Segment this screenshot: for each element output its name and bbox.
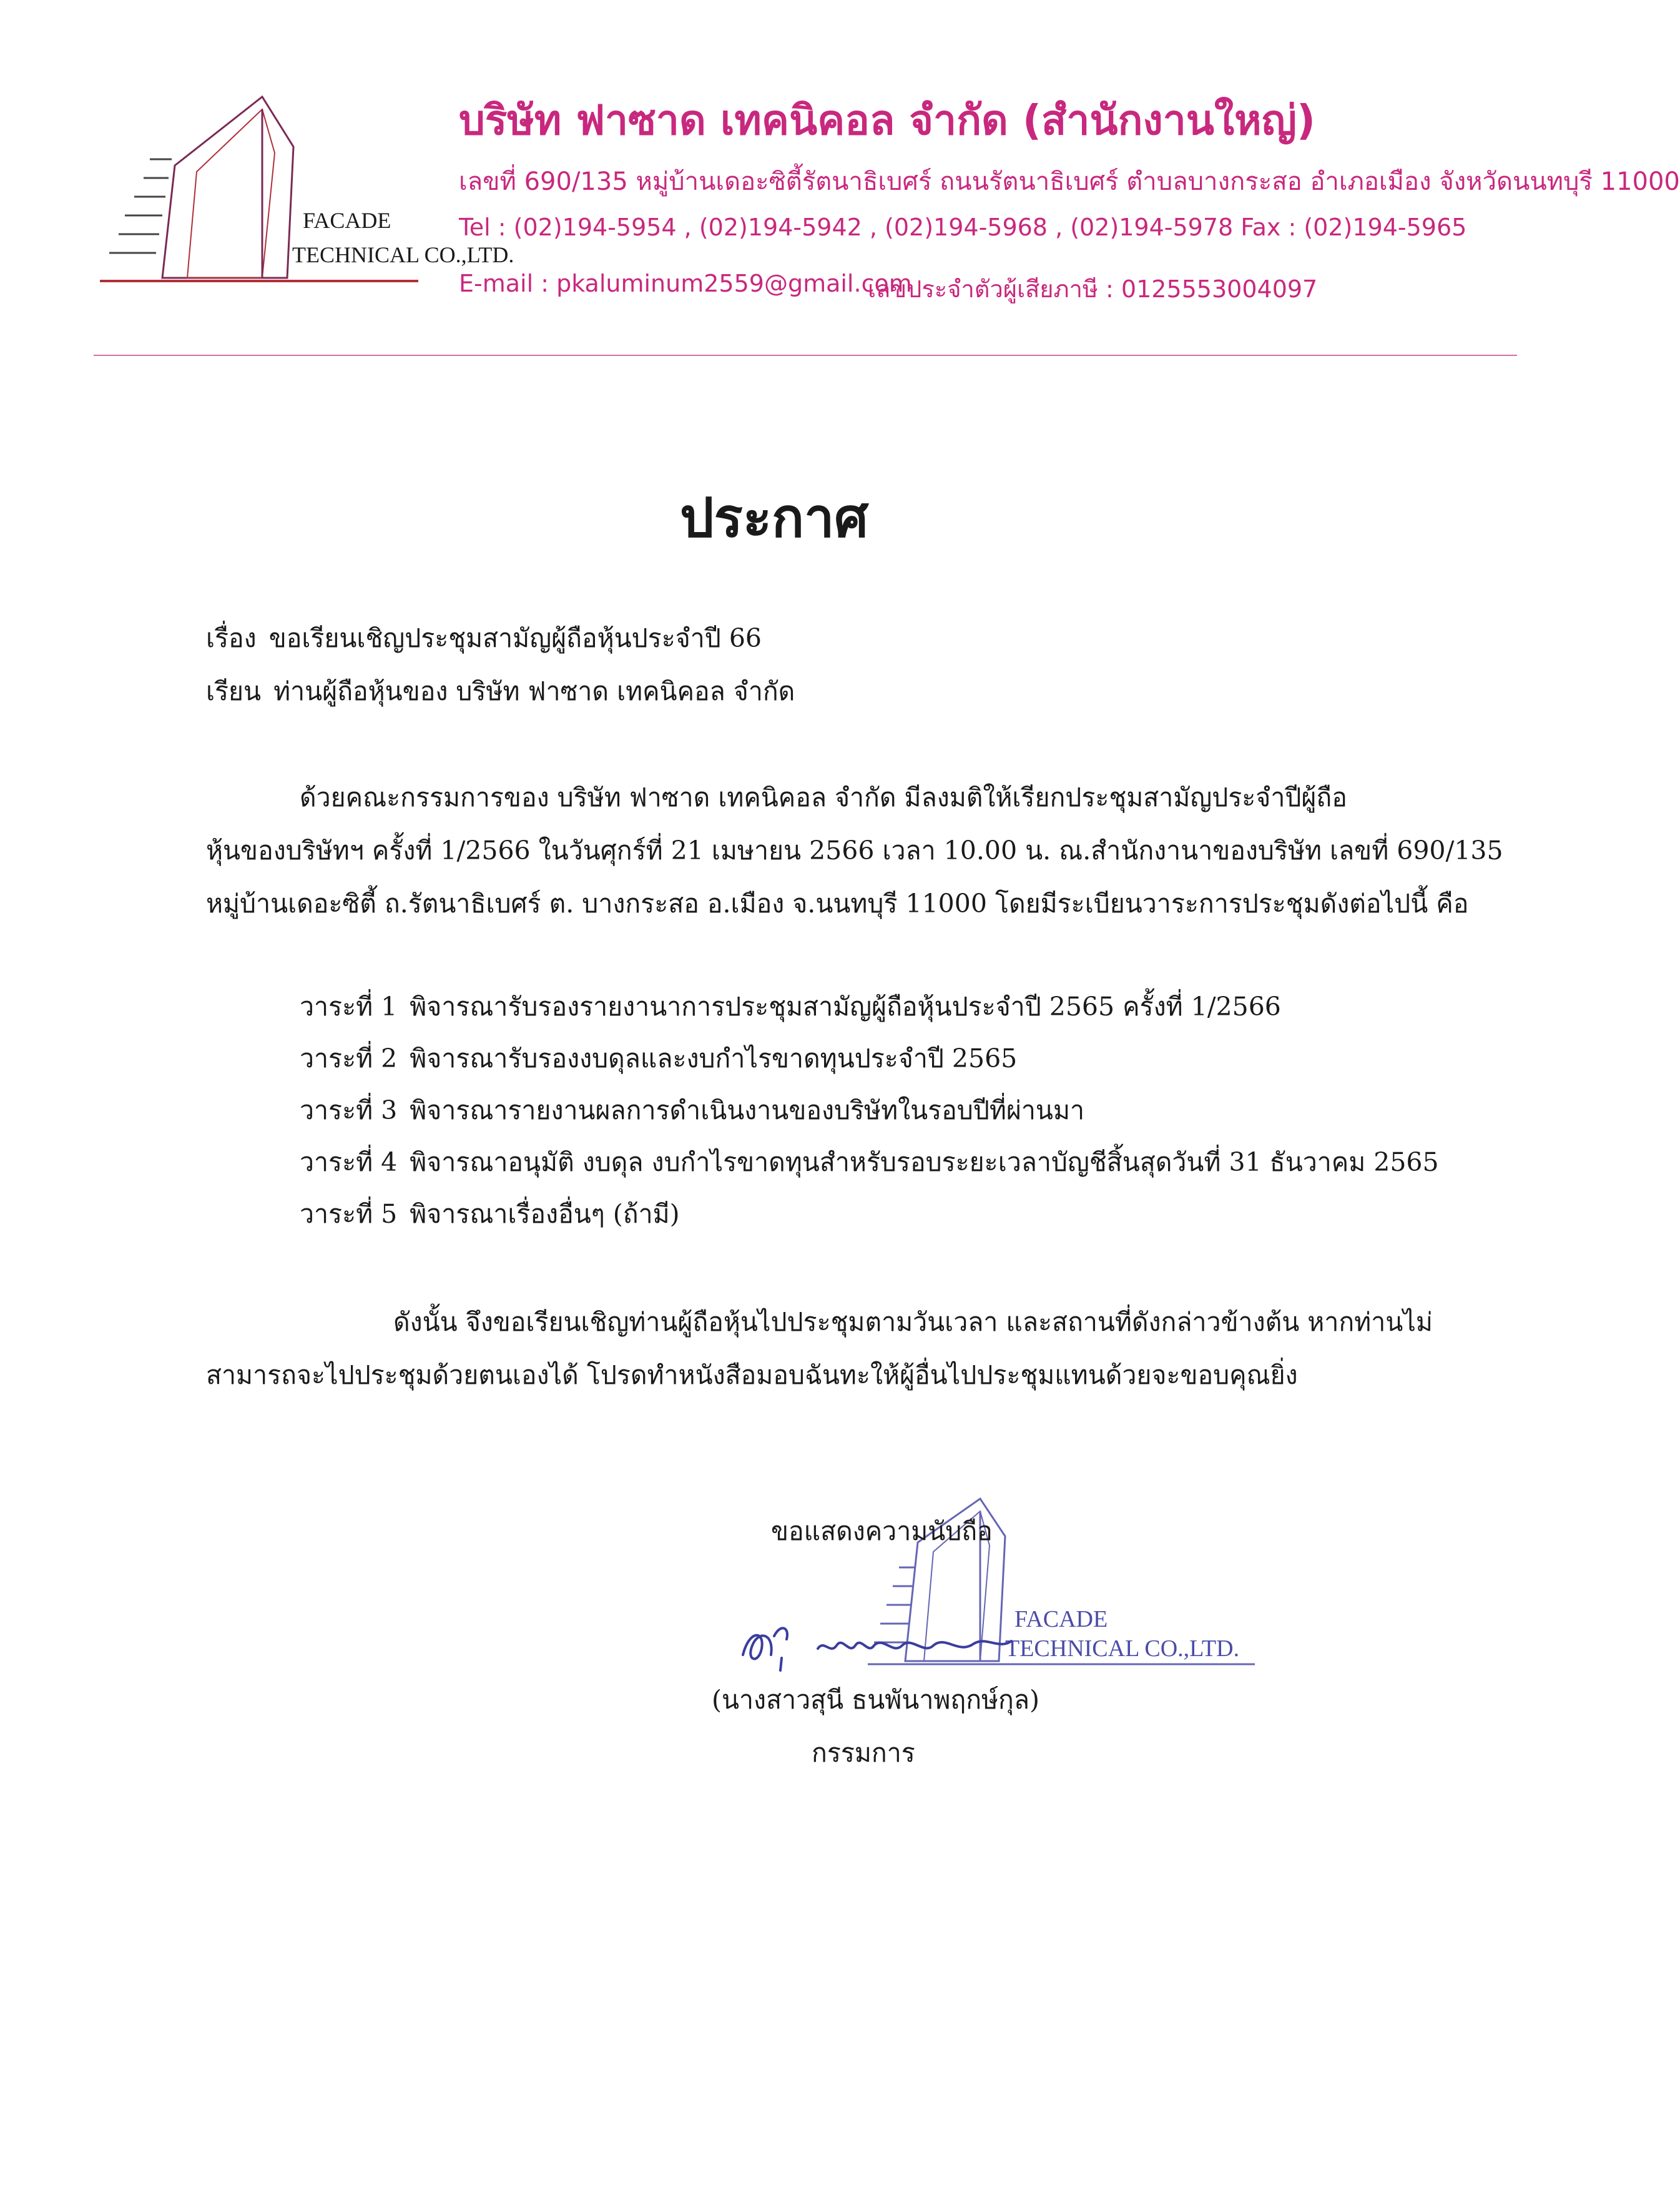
closing-text: ขอแสดงความนับถือ xyxy=(771,1516,993,1546)
agenda-item xyxy=(300,1038,1017,1079)
company-email: E-mail : pkaluminum2559@gmail.com xyxy=(459,270,912,297)
agenda-number: วาระที่ 4 xyxy=(300,1147,398,1177)
recipient-text: ท่านผู้ถือหุ้นของ บริษัท ฟาซาด เทคนิคอล จำกัด xyxy=(273,676,795,706)
agenda-text: พิจารณาอนุมัติ งบดุล งบกำไรขาดทุนสำหรับรอบระยะเวลาบัญชีสิ้นสุดวันที่ 31 ธันวาคม 2565 xyxy=(410,1147,1439,1177)
subject-text: ขอเรียนเชิญประชุมสามัญผู้ถือหุ้นประจำปี 66 xyxy=(268,623,762,653)
stamp-text-line2: TECHNICAL CO.,LTD. xyxy=(1005,1635,1240,1662)
agenda-item xyxy=(300,987,1281,1027)
agenda-item xyxy=(300,1194,680,1235)
agenda-text: พิจารณาเรื่องอื่นๆ (ถ้ามี) xyxy=(410,1199,680,1229)
paragraph2-line1: ดังนั้น จึงขอเรียนเชิญท่านผู้ถือหุ้นไปประชุมตามวันเวลา และสถานที่ดังกล่าวข้างต้น หากท่านไม่ xyxy=(393,1307,1433,1337)
subject-line xyxy=(206,618,762,659)
paragraph2-line2: สามารถจะไปประชุมด้วยตนเองได้ โปรดทำหนังสือมอบฉันทะให้ผู้อื่นไปประชุมแทนด้วยจะขอบคุณยิ่ง xyxy=(206,1360,1298,1390)
logo-text-line1: FACADE xyxy=(303,208,391,233)
agenda-text: พิจารณารายงานผลการดำเนินงานของบริษัทในรอบปีที่ผ่านมา xyxy=(410,1095,1084,1125)
agenda-number: วาระที่ 2 xyxy=(300,1043,398,1073)
document-title: ประกาศ xyxy=(680,486,868,550)
stamp-text-line1: FACADE xyxy=(1014,1606,1108,1632)
signature xyxy=(737,1611,1061,1680)
signer-name: (นางสาวสุนี ธนพันาพฤกษ์กุล) xyxy=(712,1685,1039,1715)
company-address: เลขที่ 690/135 หมู่บ้านเดอะซิตี้รัตนาธิเบศร์ ถนนรัตนาธิเบศร์ ตำบลบางกระสอ อำเภอเมือง จังหวัดนนทบุรี 11000 xyxy=(459,167,1680,196)
paragraph1-line2: หุ้นของบริษัทฯ ครั้งที่ 1/2566 ในวันศุกร์ที่ 21 เมษายน 2566 เวลา 10.00 น. ณ.สำนักงานาของบริษัท เลขที่ 690/135 xyxy=(206,836,1503,866)
agenda-number: วาระที่ 3 xyxy=(300,1095,398,1125)
company-name: บริษัท ฟาซาด เทคนิคอล จำกัด (สำนักงานใหญ่) xyxy=(459,96,1316,144)
paragraph1-line3: หมู่บ้านเดอะซิตี้ ถ.รัตนาธิเบศร์ ต. บางกระสอ อ.เมือง จ.นนทบุรี 11000 โดยมีระเบียนวาระการประชุมดังต่อไปนี้ คือ xyxy=(206,889,1469,919)
company-tax-id: เลขประจำตัวผู้เสียภาษี : 0125553004097 xyxy=(868,275,1318,303)
paragraph1-line1: ด้วยคณะกรรมการของ บริษัท ฟาซาด เทคนิคอล จำกัด มีลงมติให้เรียกประชุมสามัญประจำปีผู้ถือ xyxy=(300,782,1347,812)
agenda-text: พิจารณารับรองรายงานาการประชุมสามัญผู้ถือหุ้นประจำปี 2565 ครั้งที่ 1/2566 xyxy=(410,992,1281,1022)
agenda-item xyxy=(300,1090,1084,1131)
company-logo xyxy=(94,91,514,297)
recipient-line xyxy=(206,671,795,712)
agenda-number: วาระที่ 1 xyxy=(300,992,398,1022)
signer-title: กรรมการ xyxy=(812,1738,915,1768)
agenda-number: วาระที่ 5 xyxy=(300,1199,398,1229)
agenda-item xyxy=(300,1142,1439,1183)
company-phones: Tel : (02)194-5954 , (02)194-5942 , (02)194-5968 , (02)194-5978 Fax : (02)194-5965 xyxy=(459,214,1467,241)
subject-label: เรื่อง xyxy=(206,623,257,653)
header-divider xyxy=(94,355,1517,356)
recipient-label: เรียน xyxy=(206,676,262,706)
logo-text-line2: TECHNICAL CO.,LTD. xyxy=(292,242,514,267)
agenda-text: พิจารณารับรองงบดุลและงบกำไรขาดทุนประจำปี 2565 xyxy=(410,1043,1018,1073)
